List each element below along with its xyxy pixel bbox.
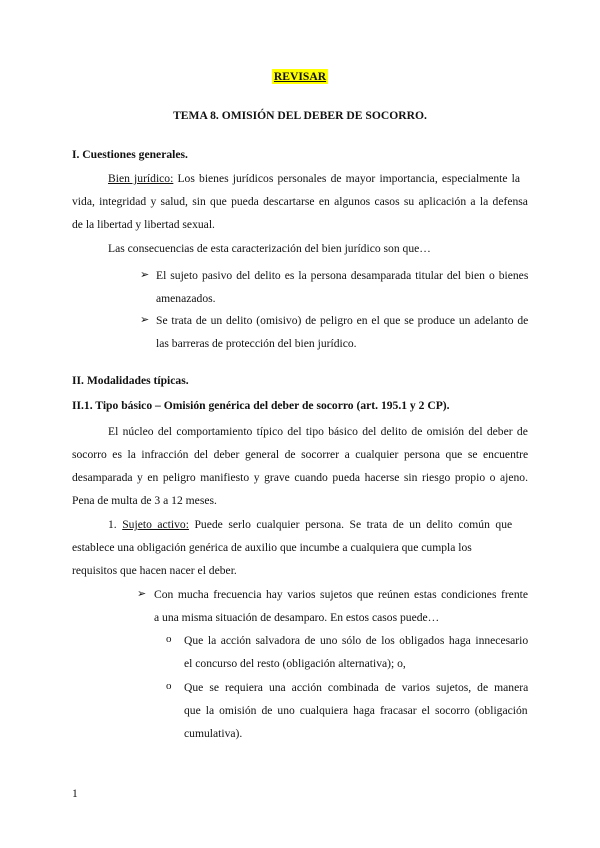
sub-item-b-line-3: cumulativa). (184, 727, 243, 740)
bullet-1-line-1: El sujeto pasivo del delito es la persona desamparada titular del bien o bienes (156, 269, 529, 282)
bien-juridico-line-3: de la libertad y libertad sexual. (72, 218, 215, 231)
item-1-line-1 (108, 517, 512, 532)
paragraph-1-line-2: socorro es la infracción del deber general de socorrer a cualquier persona que se encuentre (72, 448, 529, 461)
bullet-1-line-2: amenazados. (156, 292, 216, 305)
sub-item-a-line-2: el concurso del resto (obligación alternativa); o, (184, 657, 406, 670)
page-number: 1 (72, 787, 78, 800)
bullet-3-line-1: Con mucha frecuencia hay varios sujetos que reúnen estas condiciones frente (154, 588, 528, 601)
arrow-bullet-icon: ➢ (140, 314, 150, 326)
bien-juridico-label: Bien jurídico: (108, 172, 174, 185)
sub-item-b-line-1: Que se requiera una acción combinada de varios sujetos, de manera (184, 681, 529, 694)
circle-bullet-icon: o (166, 633, 172, 645)
bien-juridico-text: Los bienes jurídicos personales de mayor importancia, especialmente la (173, 172, 521, 185)
section-heading-1: I. Cuestiones generales. (72, 148, 188, 161)
bien-juridico-line-1 (108, 171, 520, 186)
paragraph-1-line-3: desamparada y en peligro manifiesto y grave cuando pueda hacerse sin riesgo propio o ajeno. (72, 471, 528, 484)
arrow-bullet-icon: ➢ (137, 588, 147, 600)
section-heading-2: II. Modalidades típicas. (72, 374, 189, 387)
bullet-3-line-2: a una misma situación de desamparo. En estos casos puede… (154, 611, 440, 624)
item-1-text: Puede serlo cualquier persona. Se trata de un delito común que (188, 518, 513, 531)
sub-item-b-line-2: que la omisión de uno cualquiera haga fracasar el socorro (obligación (184, 704, 528, 717)
subsection-heading-2-1: II.1. Tipo básico – Omisión genérica del deber de socorro (art. 195.1 y 2 CP). (72, 399, 450, 412)
paragraph-1-line-4: Pena de multa de 3 a 12 meses. (72, 494, 217, 507)
paragraph-1-line-1: El núcleo del comportamiento típico del tipo básico del delito de omisión del deber de (108, 425, 528, 438)
item-1-line-2: establece una obligación genérica de auxilio que incumbe a cualquiera que cumpla los (72, 541, 472, 554)
revisar-label (0, 69, 600, 84)
sujeto-activo-label: Sujeto activo: (122, 518, 189, 531)
arrow-bullet-icon: ➢ (140, 269, 150, 281)
document-title: TEMA 8. OMISIÓN DEL DEBER DE SOCORRO. (173, 109, 427, 122)
bullet-2-line-2: las barreras de protección del bien jurídico. (156, 337, 357, 350)
revisar-highlight: REVISAR (273, 70, 327, 83)
circle-bullet-icon: o (166, 680, 172, 692)
item-1-line-3: requisitos que hacen nacer el deber. (72, 564, 237, 577)
bullet-2-line-1: Se trata de un delito (omisivo) de peligro en el que se produce un adelanto de (156, 314, 529, 327)
consecuencias-paragraph: Las consecuencias de esta caracterización del bien jurídico son que… (108, 242, 431, 255)
item-1-number: 1. (108, 518, 123, 531)
sub-item-a-line-1: Que la acción salvadora de uno sólo de los obligados haga innecesario (184, 634, 529, 647)
bien-juridico-line-2: vida, integridad y salud, sin que pueda descartarse en algunos casos su aplicación a la defensa (72, 195, 528, 208)
